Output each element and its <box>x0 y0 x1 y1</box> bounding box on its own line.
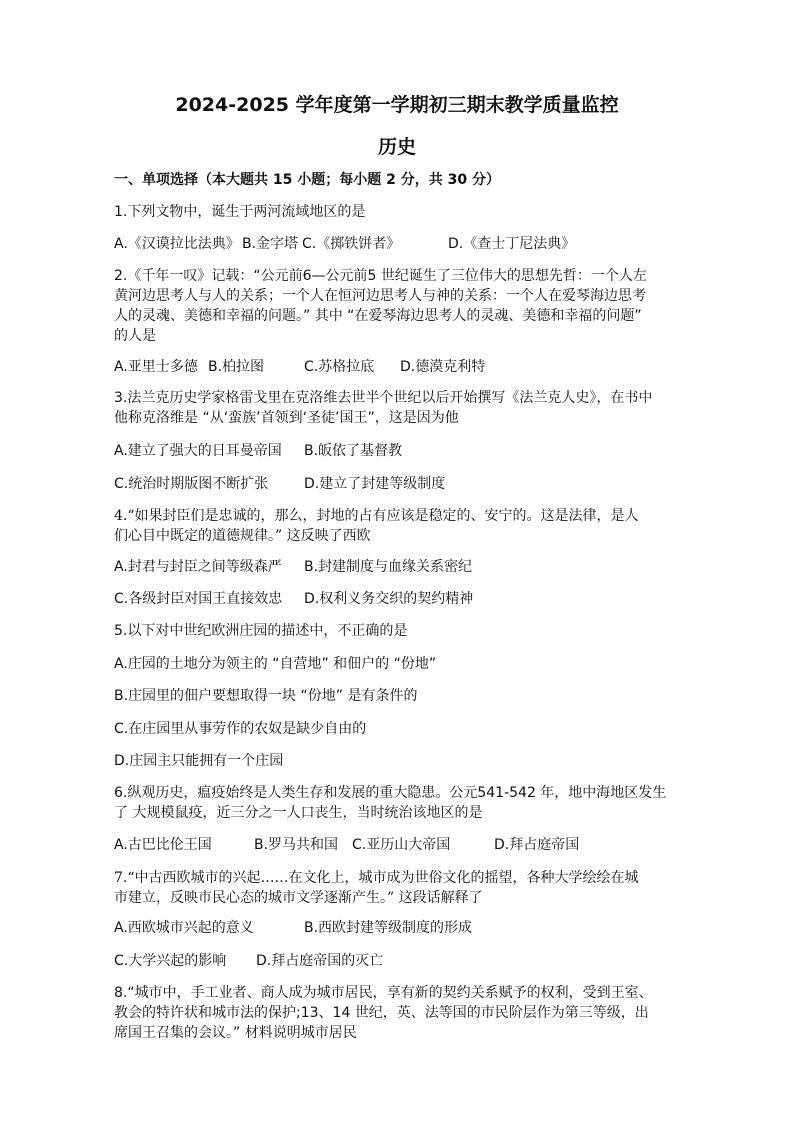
subject-title: 历史 <box>377 136 416 158</box>
question-2-line: 2.《千年一叹》记载：“公元前6—公元前5 世纪诞生了三位伟大的思想先哲：一个人左 <box>114 268 647 284</box>
q2-option-c: C.苏格拉底 <box>304 359 375 375</box>
question-2-line: 的人是 <box>114 328 156 344</box>
question-8-line: 8.“城市中，手工业者、商人成为城市居民，享有新的契约关系赋予的权利，受到王室、 <box>114 985 653 1001</box>
q5-option-a: A.庄园的土地分为领主的 “自营地” 和佃户的 “份地” <box>114 656 437 672</box>
q3-option-b: B.皈依了基督教 <box>304 443 403 459</box>
q2-option-b: B.柏拉图 <box>208 359 265 375</box>
q3-option-d: D.建立了封建等级制度 <box>304 476 446 492</box>
q3-option-a: A.建立了强大的日耳曼帝国 <box>114 443 282 459</box>
q6-option-d: D.拜占庭帝国 <box>494 837 580 853</box>
q7-option-d: D.拜占庭帝国的灭亡 <box>256 953 384 969</box>
question-8-line: 教会的特许状和城市法的保护;13、14 世纪，英、法等国的市民阶层作为第三等级，出 <box>114 1005 649 1021</box>
q4-option-c: C.各级封臣对国王直接效忠 <box>114 591 283 607</box>
q5-option-c: C.在庄园里从事劳作的农奴是缺少自由的 <box>114 721 367 737</box>
question-2-line: 黄河边思考人与人的关系；一个人在恒河边思考人与神的关系：一个人在爱琴海边思考 <box>114 288 646 304</box>
q5-option-d: D.庄园主只能拥有一个庄园 <box>114 753 284 769</box>
q1-option-b: B.金字塔 <box>242 236 299 252</box>
q2-option-a: A.亚里士多德 <box>114 359 198 375</box>
question-4-line: 们心目中既定的道德规律。” 这反映了西欧 <box>114 528 371 544</box>
question-6-line: 6.纵观历史，瘟疫始终是人类生存和发展的重大隐患。公元541-542 年，地中海地区发生 <box>114 785 667 801</box>
q7-option-a: A.西欧城市兴起的意义 <box>114 920 254 936</box>
q5-option-b: B.庄园里的佃户要想取得一块 “份地” 是有条件的 <box>114 688 418 704</box>
question-2-line: 人的灵魂、美德和幸福的问题。” 其中 “在爱琴海边思考人的灵魂、美德和幸福的问题” <box>114 308 642 324</box>
q7-option-b: B.西欧封建等级制度的形成 <box>304 920 473 936</box>
exam-title: 2024-2025 学年度第一学期初三期末教学质量监控 <box>175 94 619 116</box>
q1-option-a: A.《汉谟拉比法典》 <box>114 236 240 252</box>
question-3-line: 3.法兰克历史学家格雷戈里在克洛维去世半个世纪以后开始撰写《法兰克人史》，在书中 <box>114 390 653 406</box>
question-1-stem: 1.下列文物中，诞生于两河流域地区的是 <box>114 204 366 220</box>
section-heading: 一、单项选择（本大题共 15 小题；每小题 2 分，共 30 分） <box>114 172 500 188</box>
question-3-line: 他称克洛维是 “从‘蛮族’首领到‘圣徒’国王”，这是因为他 <box>114 410 459 426</box>
q3-option-c: C.统治时期版图不断扩张 <box>114 476 269 492</box>
question-8-line: 席国王召集的会议。” 材料说明城市居民 <box>114 1025 357 1041</box>
q1-option-d: D.《查士丁尼法典》 <box>448 236 576 252</box>
q7-option-c: C.大学兴起的影响 <box>114 953 227 969</box>
q6-option-a: A.古巴比伦王国 <box>114 837 212 853</box>
q2-option-d: D.德漠克利特 <box>400 359 486 375</box>
question-4-line: 4.“如果封臣们是忠诚的，那么，封地的占有应该是稳定的、安宁的。这是法律，是人 <box>114 508 639 524</box>
q1-option-c: C.《掷铁饼者》 <box>302 236 401 252</box>
question-7-line: 7.“中古西欧城市的兴起……在文化上，城市成为世俗文化的摇望，各种大学绘绘在城 <box>114 870 639 886</box>
q6-option-b: B.罗马共和国 <box>254 837 339 853</box>
q4-option-a: A.封君与封臣之间等级森严 <box>114 559 282 575</box>
q6-option-c: C.亚历山大帝国 <box>352 837 451 853</box>
question-6-line: 了 大规模鼠疫，近三分之一人口丧生，当时统治该地区的是 <box>114 805 483 821</box>
question-5-stem: 5.以下对中世纪欧洲庄园的描述中，不正确的是 <box>114 623 408 639</box>
q4-option-d: D.权利义务交织的契约精神 <box>304 591 474 607</box>
q4-option-b: B.封建制度与血缘关系密纪 <box>304 559 473 575</box>
question-7-line: 市建立，反映市民心态的城市文学逐渐产生。” 这段话解释了 <box>114 890 483 906</box>
